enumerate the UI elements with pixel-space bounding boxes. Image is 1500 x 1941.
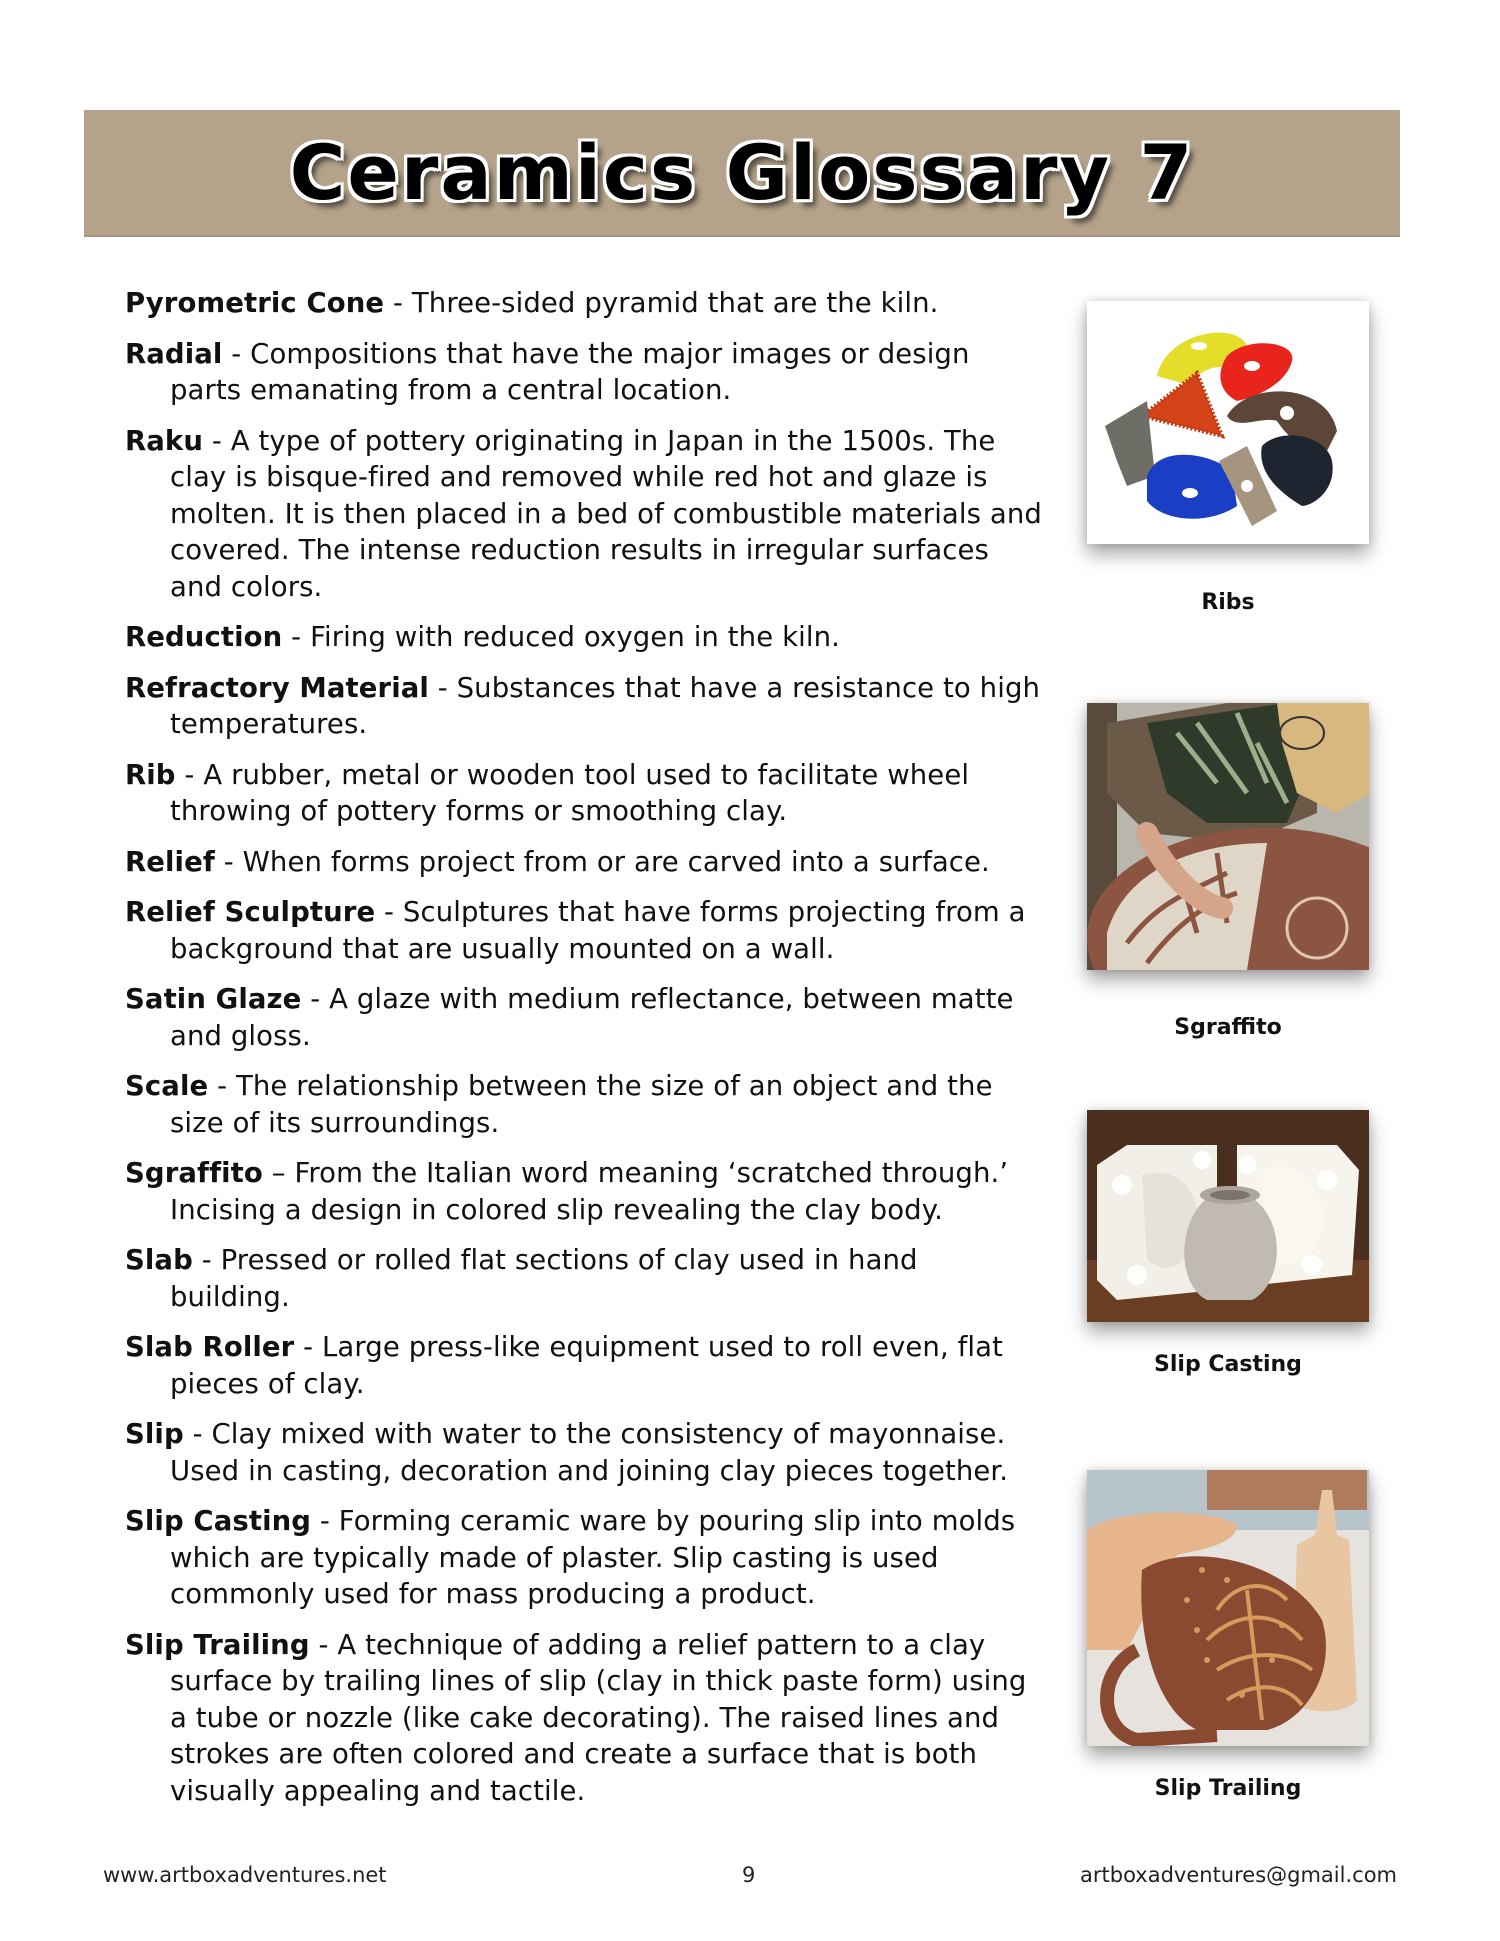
footer-website: www.artboxadventures.net — [103, 1863, 387, 1887]
glossary-definition: A technique of adding a relief pattern to a clay surface by trailing lines of slip (clay in thick paste form) using a tube or nozzle (like cake decorating). The raised lines and strokes are often colored and create a surface that is both visually appealing and tactile. — [170, 1628, 1027, 1807]
separator: - — [384, 287, 412, 319]
title-banner — [84, 110, 1400, 237]
separator: - — [294, 1331, 323, 1363]
slip-casting-photo — [1087, 1110, 1369, 1322]
glossary-definition: A glaze with medium reflectance, between matte and gloss. — [170, 983, 1014, 1052]
glossary-term: Rib — [125, 758, 176, 791]
glossary-definition: From the Italian word meaning ‘scratched through.’ Incising a design in colored slip revealing the clay body. — [170, 1157, 1009, 1226]
separator: - — [214, 845, 243, 878]
glossary-entry — [125, 844, 1045, 881]
caption-sgraffito: Sgraffito — [1174, 1015, 1282, 1040]
slip-casting-illustration — [1087, 1110, 1369, 1322]
separator: - — [203, 424, 231, 457]
separator: - — [428, 671, 457, 704]
glossary-term: Satin Glaze — [125, 983, 302, 1015]
glossary-definition: Forming ceramic ware by pouring slip into molds which are typically made of plaster. Slip casting is used commonly used for mass producing a product. — [170, 1505, 1016, 1610]
glossary-term: Refractory Material — [125, 671, 429, 704]
separator: – — [262, 1157, 295, 1189]
glossary-term: Relief Sculpture — [125, 896, 376, 928]
ribs-photo — [1087, 301, 1369, 544]
separator: - — [282, 621, 311, 653]
glossary-term: Slab — [125, 1244, 193, 1276]
sgraffito-illustration — [1087, 703, 1369, 970]
glossary-term: Slip Trailing — [125, 1628, 310, 1661]
separator: - — [375, 896, 403, 928]
glossary-entry — [125, 894, 1045, 967]
glossary-entry — [125, 423, 1045, 606]
glossary-definition: The relationship between the size of an object and the size of its surroundings. — [170, 1070, 993, 1139]
glossary-definition: A type of pottery originating in Japan in the 1500s. The clay is bisque-fired and removed while red hot and glaze is molten. It is then placed in a bed of combustible materials and covered. The intense reduction results in irregular surfaces and colors. — [170, 424, 1042, 603]
glossary-entry — [125, 670, 1045, 743]
glossary-definition: Pressed or rolled flat sections of clay used in hand building. — [170, 1244, 918, 1313]
glossary-term: Pyrometric Cone — [125, 287, 385, 319]
glossary-definition: Firing with reduced oxygen in the kiln. — [310, 621, 840, 653]
glossary-list — [125, 285, 1045, 1823]
glossary-term: Slab Roller — [125, 1331, 295, 1363]
glossary-entry — [125, 1416, 1045, 1489]
glossary-term: Raku — [125, 424, 203, 457]
page-title: Ceramics Glossary 7 — [289, 128, 1195, 217]
glossary-definition: Clay mixed with water to the consistency of mayonnaise. Used in casting, decoration and joining clay pieces together. — [170, 1418, 1009, 1487]
glossary-term: Scale — [125, 1070, 209, 1102]
separator: - — [309, 1628, 338, 1661]
caption-slip-casting: Slip Casting — [1154, 1352, 1302, 1377]
glossary-definition: Three-sided pyramid that are the kiln. — [411, 287, 939, 319]
glossary-entry — [125, 1329, 1045, 1402]
glossary-term: Reduction — [125, 621, 283, 653]
glossary-term: Sgraffito — [125, 1157, 263, 1189]
glossary-entry — [125, 285, 1045, 322]
glossary-definition: Large press-like equipment used to roll even, flat pieces of clay. — [170, 1331, 1003, 1400]
glossary-term: Radial — [125, 337, 223, 370]
page-number: 9 — [742, 1863, 756, 1887]
glossary-entry — [125, 1155, 1045, 1228]
separator: - — [222, 337, 251, 370]
glossary-definition: Sculptures that have forms projecting from a background that are usually mounted on a wall. — [170, 896, 1026, 965]
glossary-entry — [125, 1068, 1045, 1141]
glossary-entry — [125, 336, 1045, 409]
glossary-term: Slip — [125, 1418, 184, 1450]
glossary-entry — [125, 1627, 1045, 1810]
caption-ribs: Ribs — [1201, 590, 1255, 615]
caption-slip-trailing: Slip Trailing — [1154, 1776, 1302, 1801]
glossary-definition: A rubber, metal or wooden tool used to facilitate wheel throwing of pottery forms or smoothing clay. — [170, 758, 970, 827]
glossary-entry — [125, 619, 1045, 656]
glossary-definition: When forms project from or are carved into a surface. — [242, 845, 990, 878]
separator: - — [192, 1244, 221, 1276]
glossary-definition: Substances that have a resistance to high temperatures. — [170, 671, 1041, 740]
ribs-illustration — [1087, 301, 1369, 544]
glossary-entry — [125, 1503, 1045, 1613]
glossary-entry — [125, 1242, 1045, 1315]
glossary-entry — [125, 757, 1045, 830]
sgraffito-photo — [1087, 703, 1369, 970]
separator: - — [208, 1070, 236, 1102]
separator: - — [175, 758, 204, 791]
glossary-term: Slip Casting — [125, 1505, 312, 1537]
slip-trailing-illustration — [1087, 1470, 1369, 1746]
slip-trailing-photo — [1087, 1470, 1369, 1746]
glossary-definition: Compositions that have the major images or design parts emanating from a central location. — [170, 337, 970, 406]
separator: - — [183, 1418, 212, 1450]
separator: - — [311, 1505, 339, 1537]
glossary-entry — [125, 981, 1045, 1054]
separator: - — [301, 983, 330, 1015]
glossary-term: Relief — [125, 845, 215, 878]
footer-email: artboxadventures@gmail.com — [1080, 1863, 1397, 1887]
